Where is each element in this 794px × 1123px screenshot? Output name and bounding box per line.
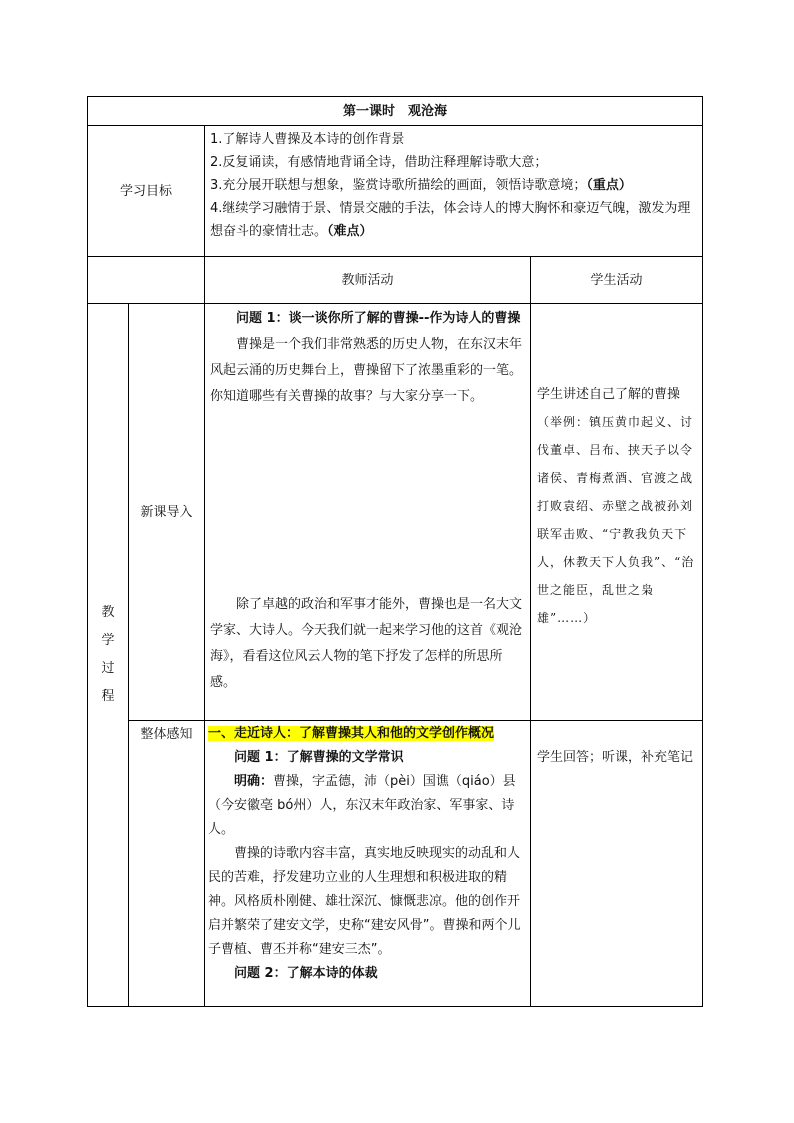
difficulty-tag: （难点） [327, 224, 373, 239]
teacher-activity-header: 教师活动 [341, 272, 394, 288]
objective-item: 3.充分展开联想与想象，鉴赏诗歌所描绘的画面，领悟诗歌意境；（重点） [210, 178, 632, 193]
intro-teacher-cell [210, 306, 526, 410]
overall-question-1: 问题 1：了解曹操的文学常识 [234, 750, 404, 765]
objectives-label: 学习目标 [119, 183, 172, 199]
table-col-line [530, 256, 531, 1007]
key-point-tag: （重点） [586, 178, 632, 193]
overall-paragraph-2: 曹操的诗歌内容丰富，真实地反映现实的动乱和人民的苦难，抒发建功立业的人生理想和积极进取的精神。风格质朴刚健、雄壮深沉、慷慨悲凉。他的创作开启并繁荣了建安文学，史称“建安风骨”。曹操和两个儿子曹植、曹丕并称“建安三杰”。 [208, 846, 521, 957]
overall-label: 整体感知 [140, 727, 193, 742]
intro-label: 新课导入 [140, 504, 193, 520]
intro-student-cell [537, 382, 697, 632]
intro-paragraph-1: 曹操是一个我们非常熟悉的历史人物，在东汉末年风起云涌的历史舞台上，曹操留下了浓墨重彩的一笔。你知道哪些有关曹操的故事？与大家分享一下。 [210, 337, 523, 404]
overall-student-cell [537, 746, 697, 770]
page-title: 第一课时 观沧海 [342, 103, 447, 119]
objectives-list [210, 128, 698, 254]
overall-student-text: 学生回答；听课，补充笔记 [537, 750, 694, 765]
intro-paragraph-2: 除了卓越的政治和军事才能外，曹操也是一名大文学家、大诗人。今天我们就一起来学习他的这首《观沧海》，看看这位风云人物的笔下抒发了怎样的所思所感。 [210, 597, 523, 690]
intro-student-text: 学生讲述自己了解的曹操 [537, 387, 681, 402]
objective-item: 4.继续学习融情于景、情景交融的手法，体会诗人的博大胸怀和豪迈气魄，激发为理想奋斗的豪情壮志。（难点） [210, 201, 691, 239]
overall-question-2: 问题 2：了解本诗的体裁 [234, 966, 378, 981]
table-border-right [702, 96, 703, 1007]
objective-item: 2.反复诵读，有感情地背诵全诗，借助注释理解诗歌大意； [210, 155, 548, 170]
table-border-bottom [87, 1006, 703, 1007]
overall-mingque: 明确：曹操，字孟德，沛（pèi）国谯（qiáo）县（今安徽亳 bó州）人，东汉末年政治家、军事家、诗人。 [208, 774, 516, 837]
intro-student-examples: （举例：镇压黄巾起义、讨伐董卓、吕布、挟天子以令诸侯、青梅煮酒、官渡之战打败袁绍、赤壁之战被孙刘联军击败、“宁教我负天下人，休教天下人负我”、“治世之能臣，乱世之枭雄”……） [537, 415, 695, 625]
process-label: 教 学 过 程 [101, 605, 115, 704]
overall-teacher-cell [208, 722, 528, 986]
student-activity-header: 学生活动 [590, 272, 643, 288]
table-row-line [128, 720, 703, 721]
objective-item: 1.了解诗人曹操及本诗的创作背景 [210, 132, 405, 147]
intro-question-1: 问题 1：谈一谈你所了解的曹操--作为诗人的曹操 [236, 311, 521, 326]
overall-heading: 一、走近诗人：了解曹操其人和他的文学创作概况 [208, 726, 495, 741]
intro-teacher-cell-2 [210, 592, 526, 696]
